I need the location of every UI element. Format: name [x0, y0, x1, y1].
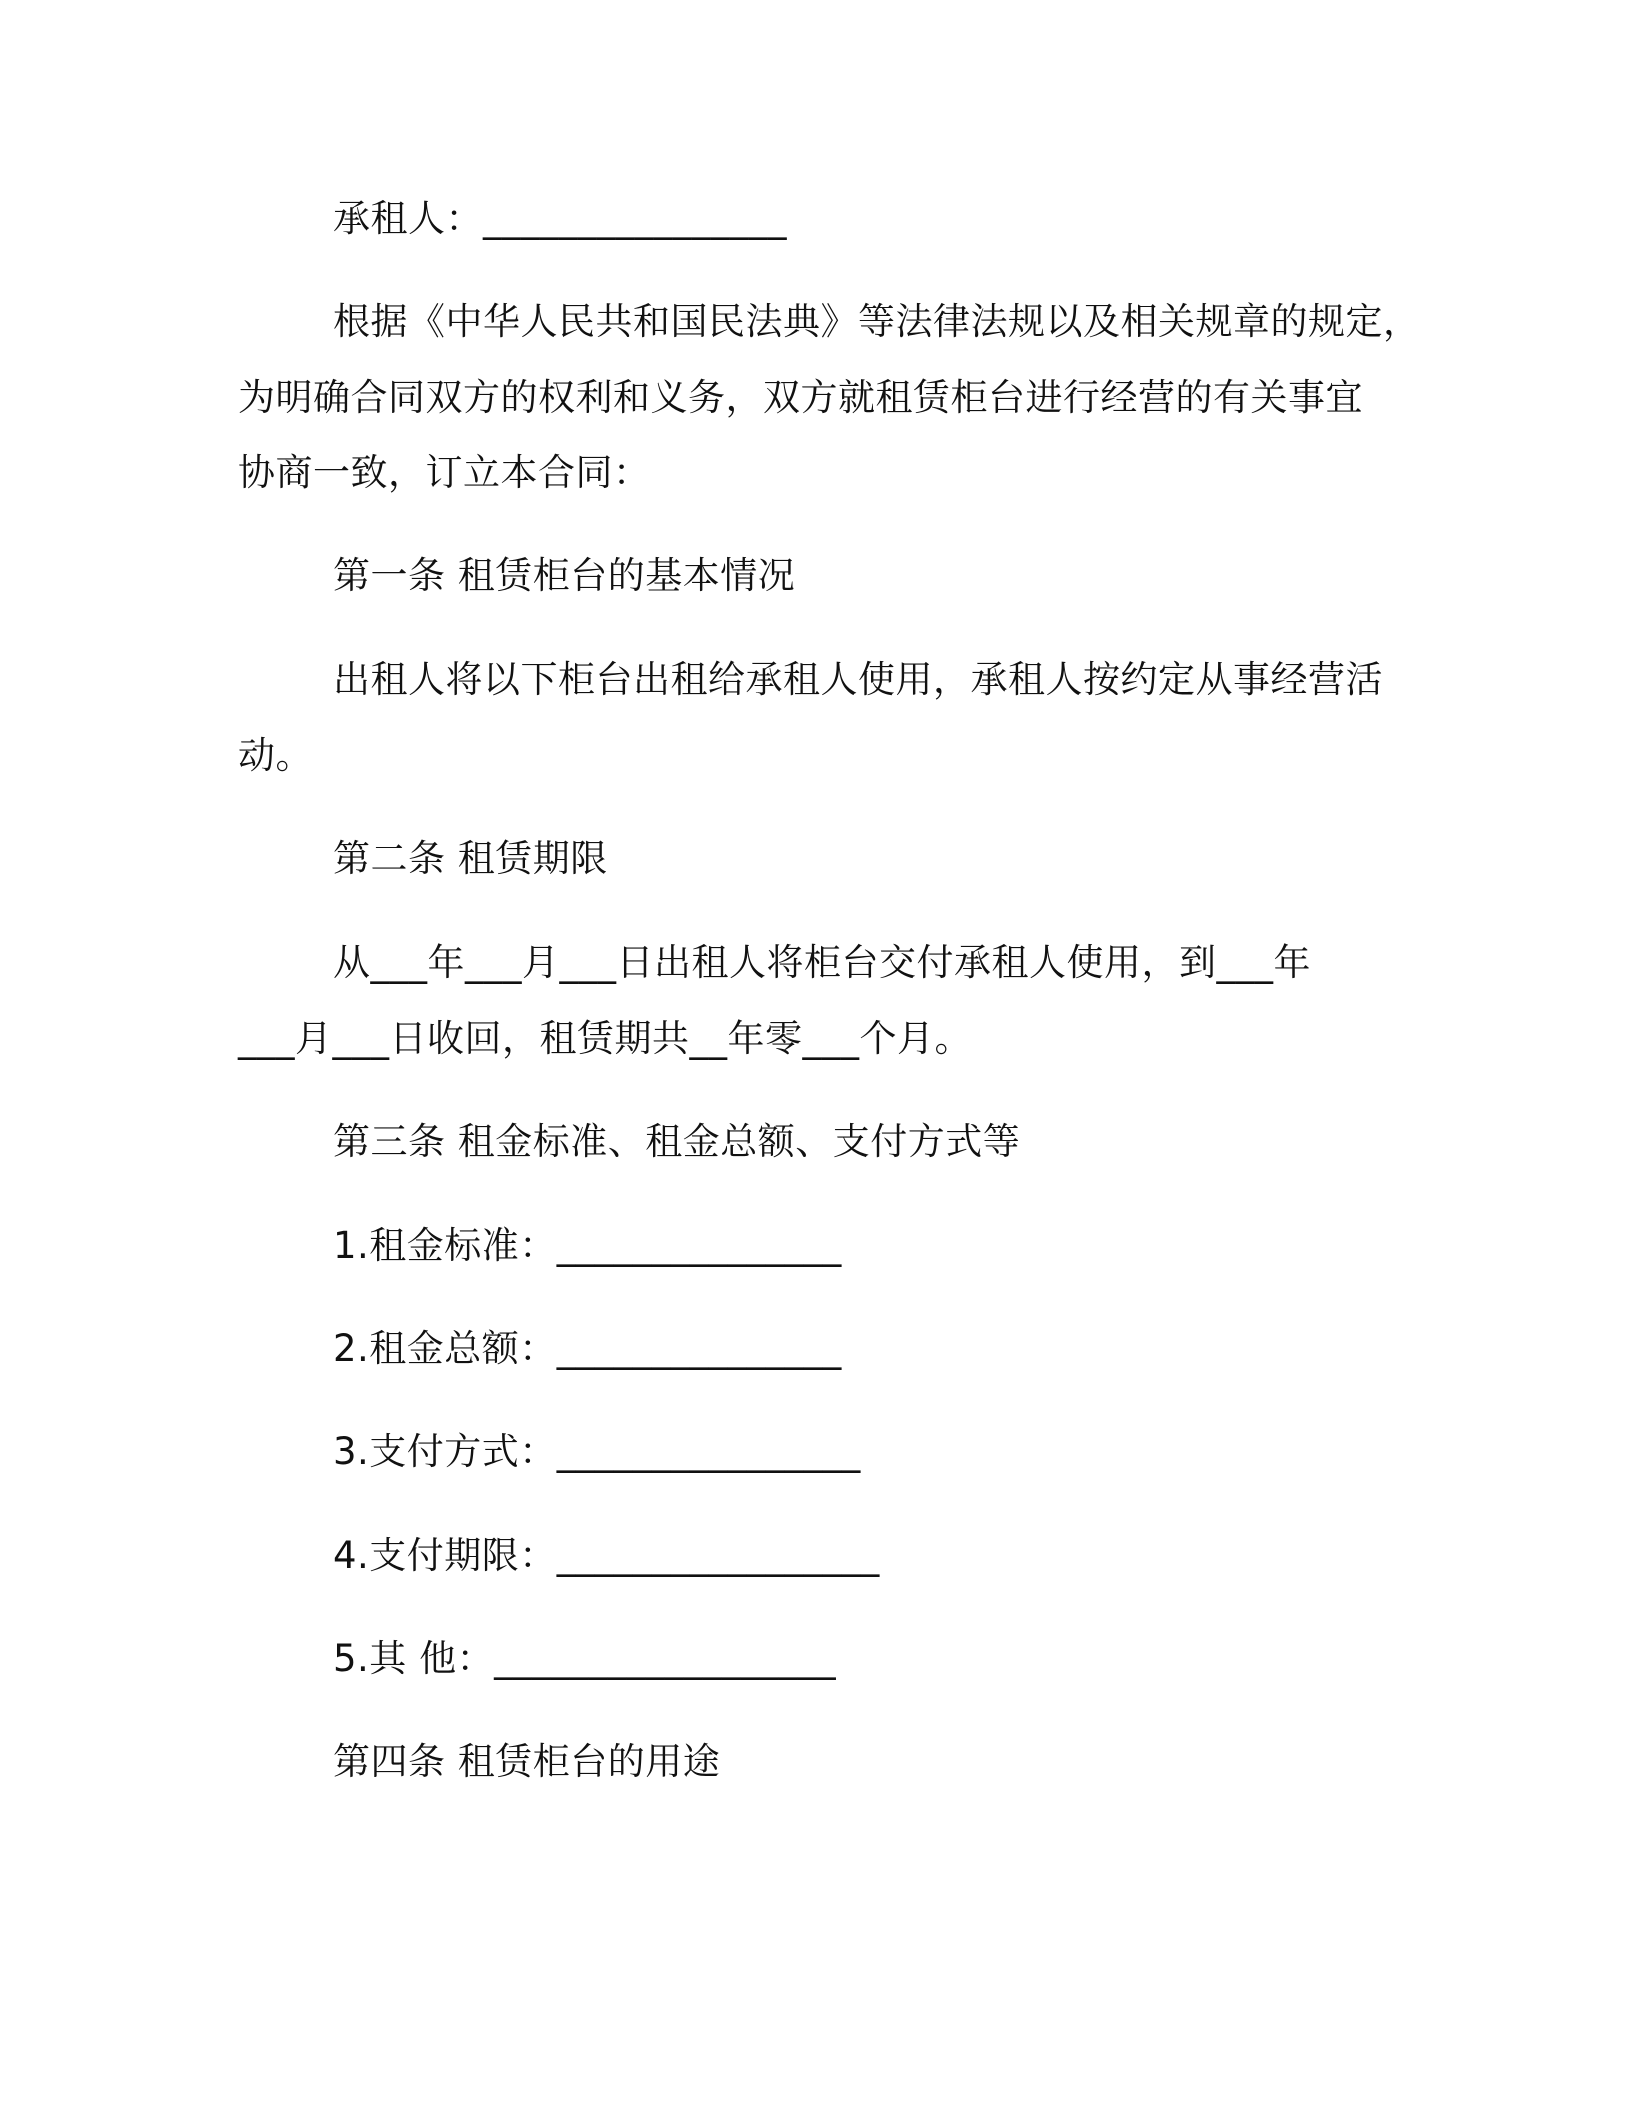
article-3-item-3: 3.支付方式：________________ — [333, 1430, 861, 1473]
article-3-item-5: 5.其 他：__________________ — [333, 1637, 837, 1680]
article-2-body-line-2: ___月___日收回，租赁期共__年零___个月。 — [238, 1017, 972, 1060]
article-1-title: 第一条 租赁柜台的基本情况 — [333, 554, 796, 597]
intro-line-3: 协商一致，订立本合同： — [238, 451, 651, 494]
article-1-body-line-1: 出租人将以下柜台出租给承租人使用，承租人按约定从事经营活 — [333, 658, 1383, 701]
article-3-item-1: 1.租金标准：_______________ — [333, 1224, 842, 1267]
intro-line-1: 根据《中华人民共和国民法典》等法律法规以及相关规章的规定， — [333, 300, 1421, 343]
article-4-title: 第四条 租赁柜台的用途 — [333, 1740, 721, 1783]
article-3-item-2: 2.租金总额：_______________ — [333, 1327, 842, 1370]
lessee-line: 承租人：________________ — [333, 197, 787, 240]
article-3-item-4: 4.支付期限：_________________ — [333, 1534, 880, 1577]
article-2-body-line-1: 从___年___月___日出租人将柜台交付承租人使用，到___年 — [333, 941, 1311, 984]
article-2-title: 第二条 租赁期限 — [333, 837, 608, 880]
intro-line-2: 为明确合同双方的权利和义务，双方就租赁柜台进行经营的有关事宜 — [238, 376, 1363, 419]
article-1-body-line-2: 动。 — [238, 734, 313, 777]
article-3-title: 第三条 租金标准、租金总额、支付方式等 — [333, 1120, 1021, 1163]
